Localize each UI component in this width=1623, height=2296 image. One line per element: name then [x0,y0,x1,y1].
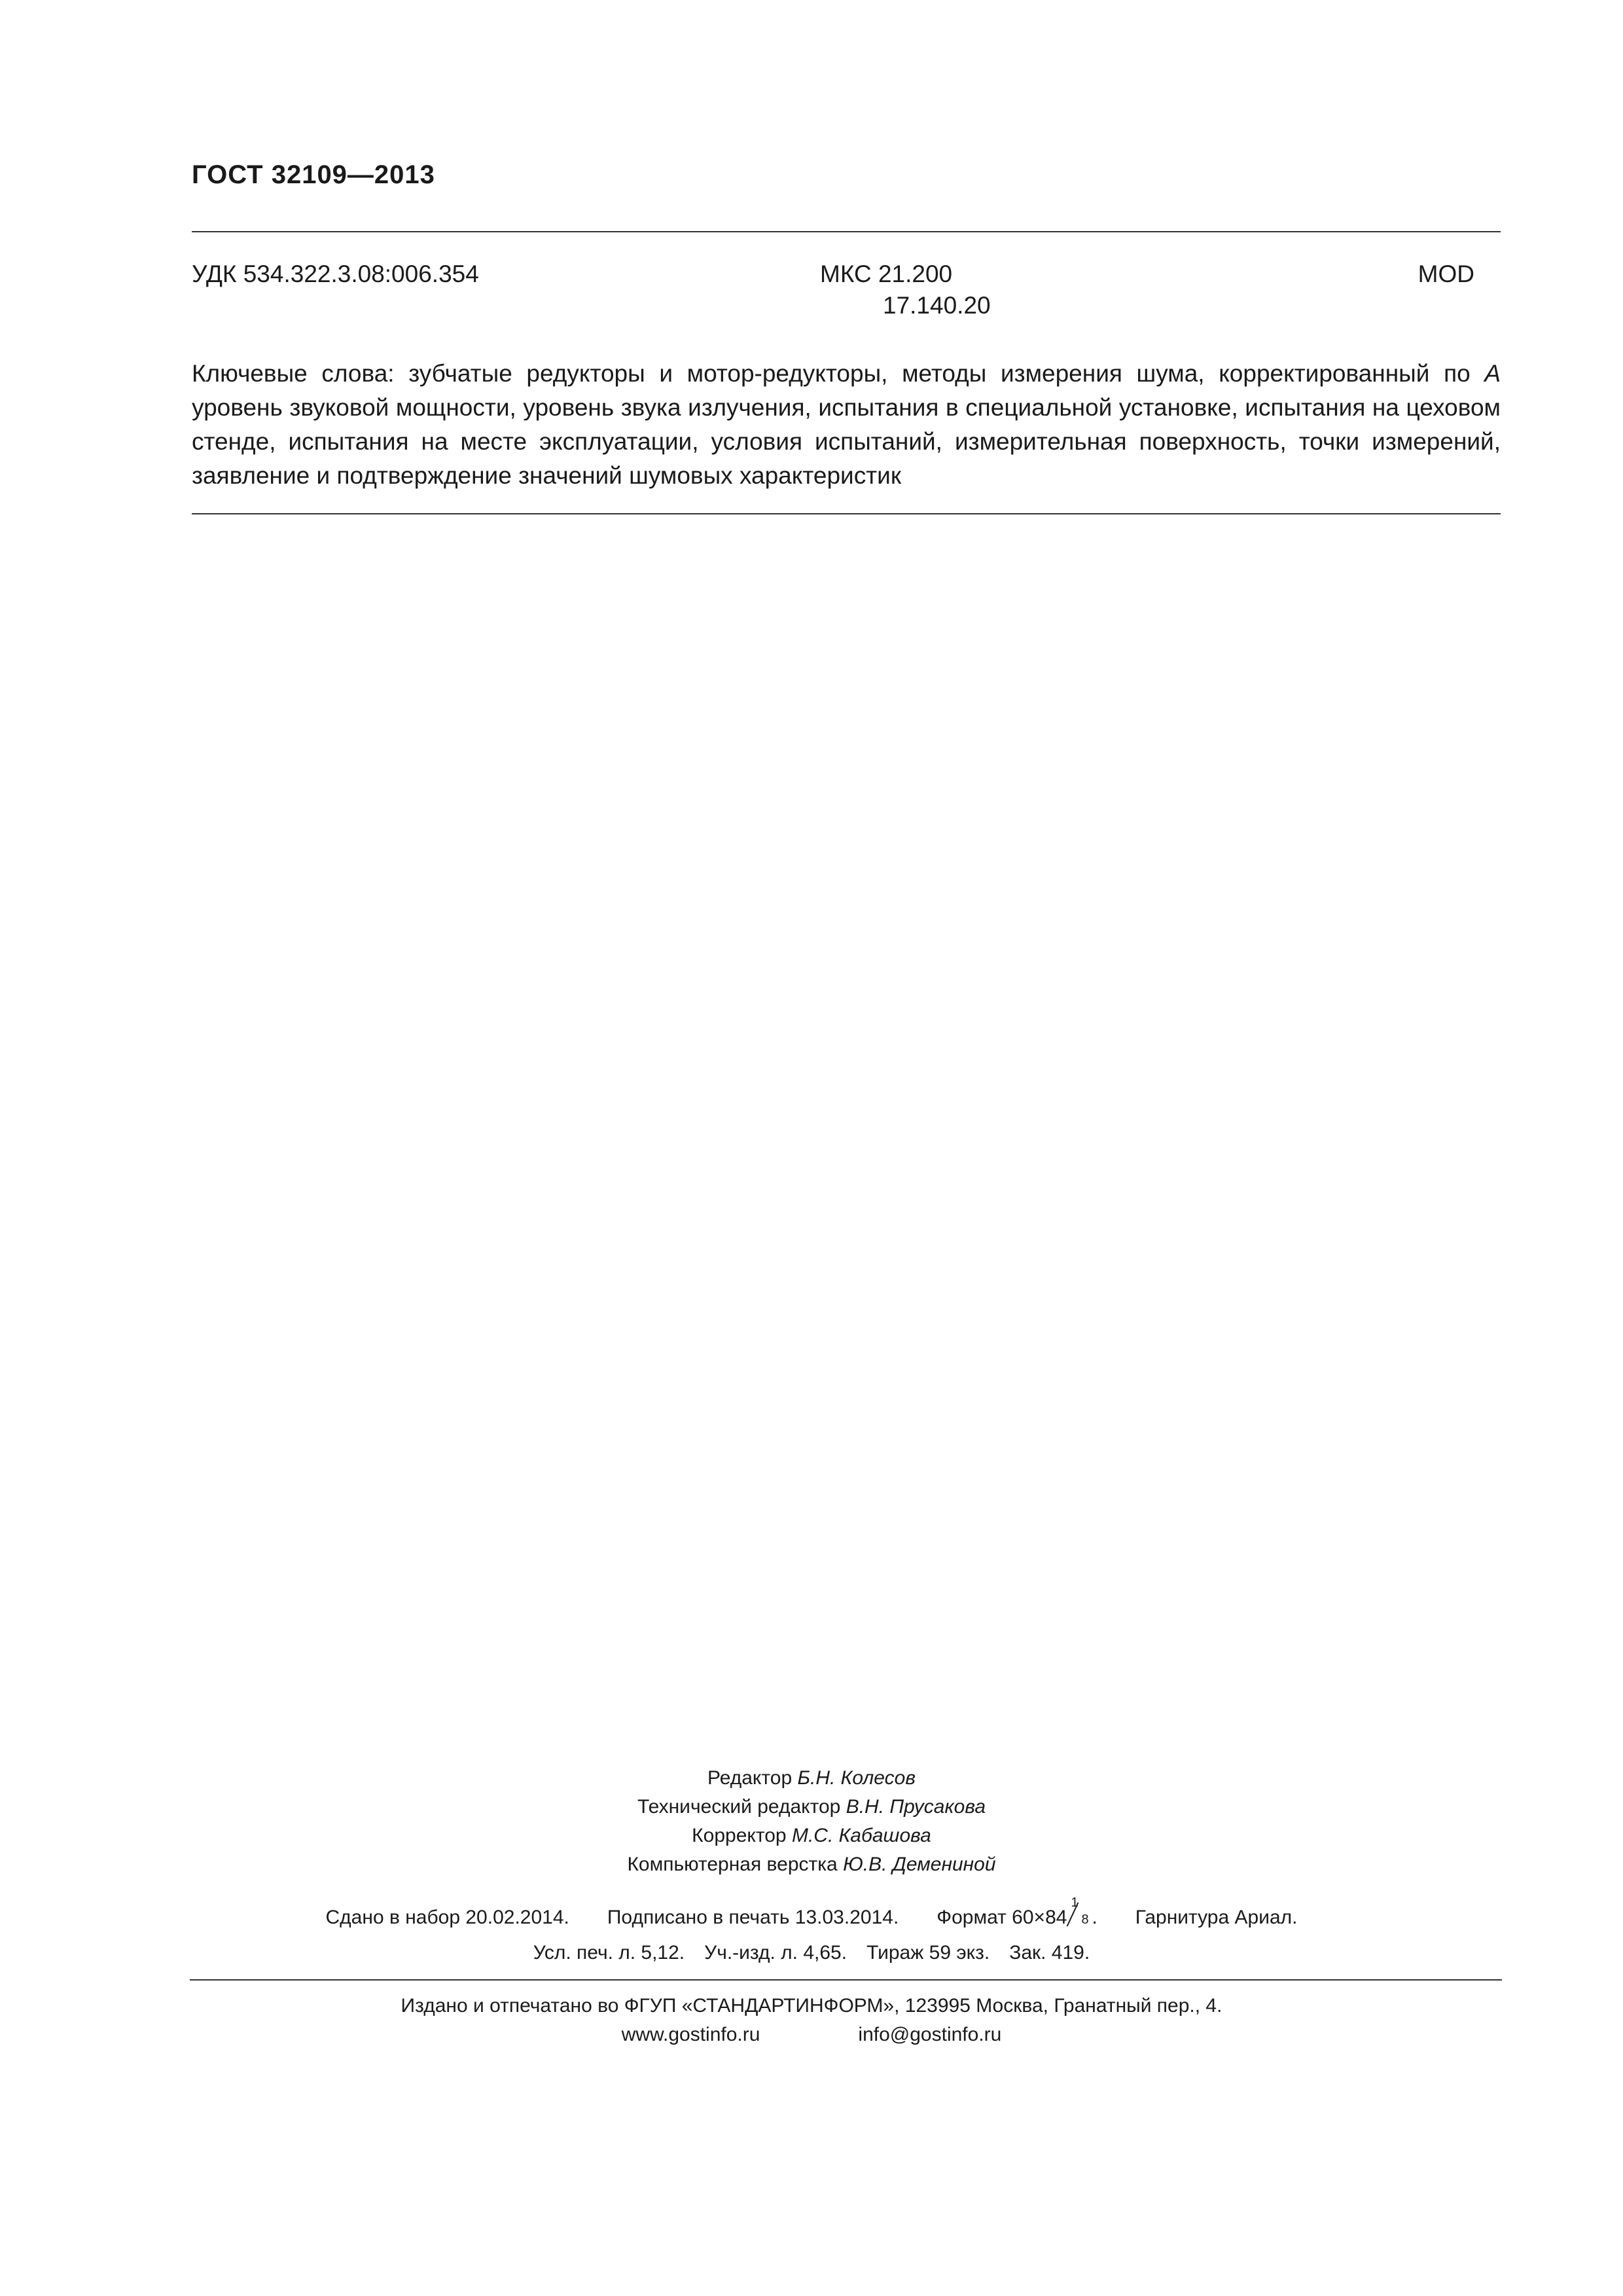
tech-editor-line [0,1793,1623,1821]
editor-name: Б.Н. Колесов [797,1767,916,1789]
format-fraction [1067,1895,1092,1928]
publisher-block [0,1992,1623,2049]
publisher-divider [190,1979,1502,1981]
publisher-contacts [0,2020,1623,2049]
mks-codes [820,259,991,321]
signed-date: Подписано в печать 13.03.2014. [607,1907,899,1928]
keywords-text-prefix: Ключевые слова: зубчатые редукторы и мотор-редукторы, методы измерения шума, корректированный по [192,360,1485,387]
print-info-block [0,1895,1623,1971]
order-number: Зак. 419. [1009,1942,1090,1964]
print-info-line-1 [0,1895,1623,1935]
header-divider [192,231,1501,232]
keywords-italic-letter: A [1484,360,1501,387]
corrector-line [0,1821,1623,1850]
modification-mark: MOD [1418,260,1474,287]
udk-code: УДК 534.322.3.08:006.354 [192,260,479,287]
keywords-divider [192,513,1501,514]
corrector-name: М.С. Кабашова [791,1825,931,1846]
credits-block [0,1764,1623,1879]
typeface: Гарнитура Ариал. [1135,1907,1298,1928]
printed-sheets: Усл. печ. л. 5,12. [533,1942,685,1964]
format-fraction-numerator: 1 [1071,1895,1079,1910]
tech-editor-name: В.Н. Прусакова [846,1796,986,1818]
publisher-address: Издано и отпечатано во ФГУП «СТАНДАРТИНФОРМ», 123995 Москва, Гранатный пер., 4. [401,1995,1222,2017]
publisher-email: info@gostinfo.ru [858,2024,1002,2045]
format-fraction-denominator: 8 [1081,1912,1089,1927]
layout-label: Компьютерная верстка [627,1854,844,1875]
print-info-line-2 [0,1935,1623,1971]
mks-code-secondary: 17.140.20 [883,292,991,319]
paper-format: Формат 60×84 [936,1907,1067,1928]
keywords-text-suffix: уровень звуковой мощности, уровень звука излучения, испытания в специальной установке, испытания на цеховом стенде, испытания на месте эксплуатации, условия испытаний, измерительная поверхность, точки измерений, заявление и подтверждение значений шумовых характеристик [192,394,1501,489]
publisher-sheets: Уч.-изд. л. 4,65. [704,1942,847,1964]
layout-name: Ю.В. Демениной [843,1854,996,1875]
publisher-website: www.gostinfo.ru [621,2024,760,2045]
format-end: . [1092,1907,1097,1928]
classification-row [192,259,1501,331]
tech-editor-label: Технический редактор [637,1796,846,1818]
standard-number: ГОСТ 32109—2013 [192,160,435,189]
keywords-paragraph [192,357,1501,493]
corrector-label: Корректор [692,1825,792,1846]
editor-label: Редактор [707,1767,798,1789]
circulation: Тираж 59 экз. [866,1942,990,1964]
layout-line [0,1850,1623,1879]
editor-line [0,1764,1623,1793]
mks-code-primary: МКС 21.200 [820,260,953,287]
submitted-date: Сдано в набор 20.02.2014. [325,1907,569,1928]
